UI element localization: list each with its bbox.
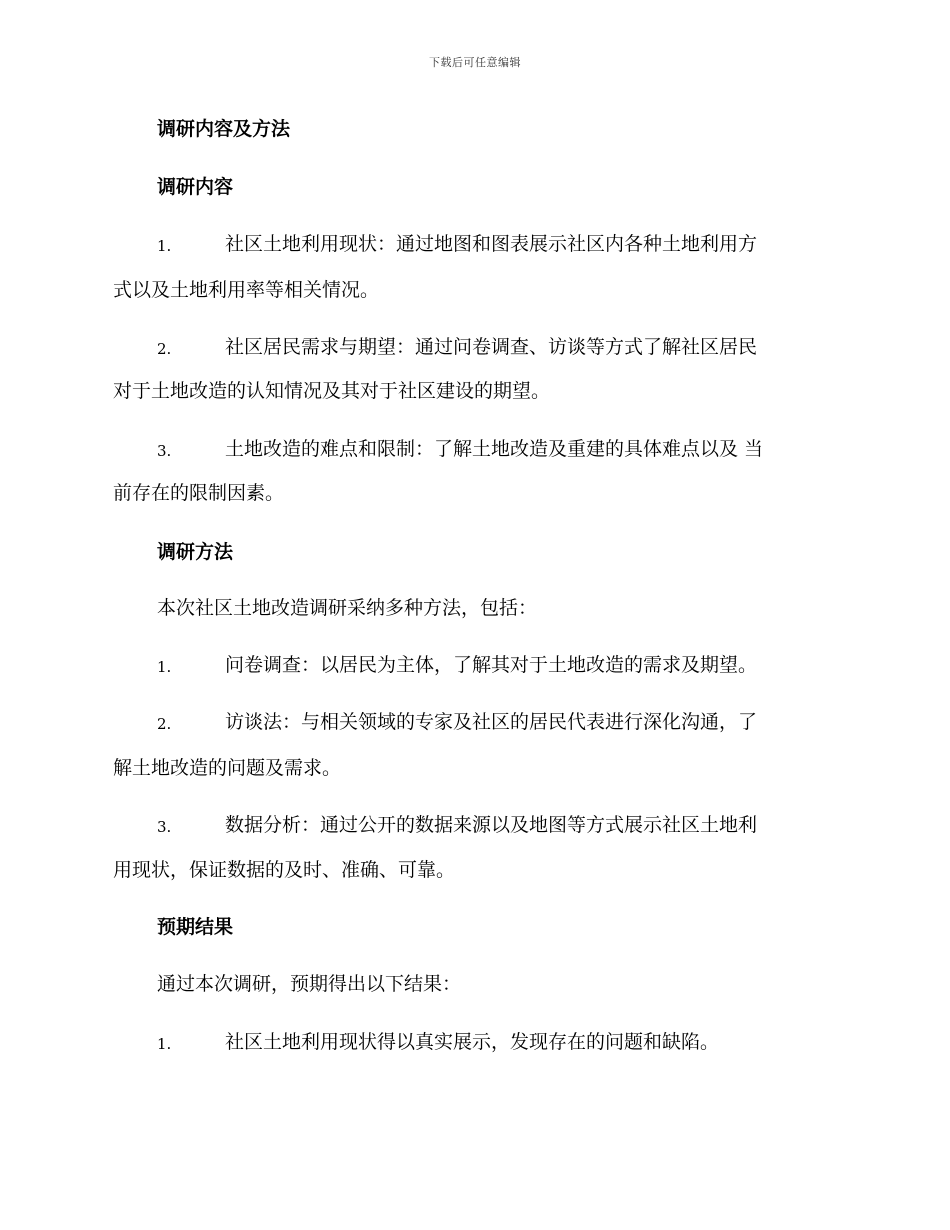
section-title-method: 调研方法: [157, 541, 234, 563]
list-item-line: 前存在的限制因素。: [113, 482, 285, 504]
list-item-line: 解土地改造的问题及需求。: [113, 757, 342, 779]
list-number: 2.: [157, 715, 172, 733]
list-number: 2.: [157, 340, 172, 358]
list-item-line: 社区土地利用现状：通过地图和图表展示社区内各种土地利用方: [225, 233, 758, 255]
list-number: 3.: [157, 442, 172, 460]
list-item-line: 式以及土地利用率等相关情况。: [113, 279, 380, 301]
result-intro: 通过本次调研，预期得出以下结果：: [157, 973, 462, 995]
section-title-main: 调研内容及方法: [157, 118, 291, 140]
list-item-line: 用现状，保证数据的及时、准确、可靠。: [113, 859, 456, 881]
list-number: 1.: [157, 1035, 172, 1053]
list-number: 1.: [157, 658, 172, 676]
list-item-line: 社区居民需求与期望：通过问卷调查、访谈等方式了解社区居民: [225, 336, 758, 358]
section-title-result: 预期结果: [157, 916, 234, 938]
page-header-note: 下载后可任意编辑: [429, 56, 521, 69]
list-number: 3.: [157, 818, 172, 836]
list-item-line: 问卷调查：以居民为主体，了解其对于土地改造的需求及期望。: [225, 654, 758, 676]
list-item-line: 对于土地改造的认知情况及其对于社区建设的期望。: [113, 380, 551, 402]
list-item-line: 数据分析：通过公开的数据来源以及地图等方式展示社区土地利: [225, 814, 758, 836]
method-intro: 本次社区土地改造调研采纳多种方法，包括：: [157, 597, 538, 619]
section-title-content: 调研内容: [157, 176, 234, 198]
list-item-line: 社区土地利用现状得以真实展示，发现存在的问题和缺陷。: [225, 1031, 720, 1053]
list-item-line: 访谈法：与相关领域的专家及社区的居民代表进行深化沟通，了: [225, 711, 758, 733]
list-item-line: 土地改造的难点和限制：了解土地改造及重建的具体难点以及 当: [225, 438, 764, 460]
list-number: 1.: [157, 237, 172, 255]
